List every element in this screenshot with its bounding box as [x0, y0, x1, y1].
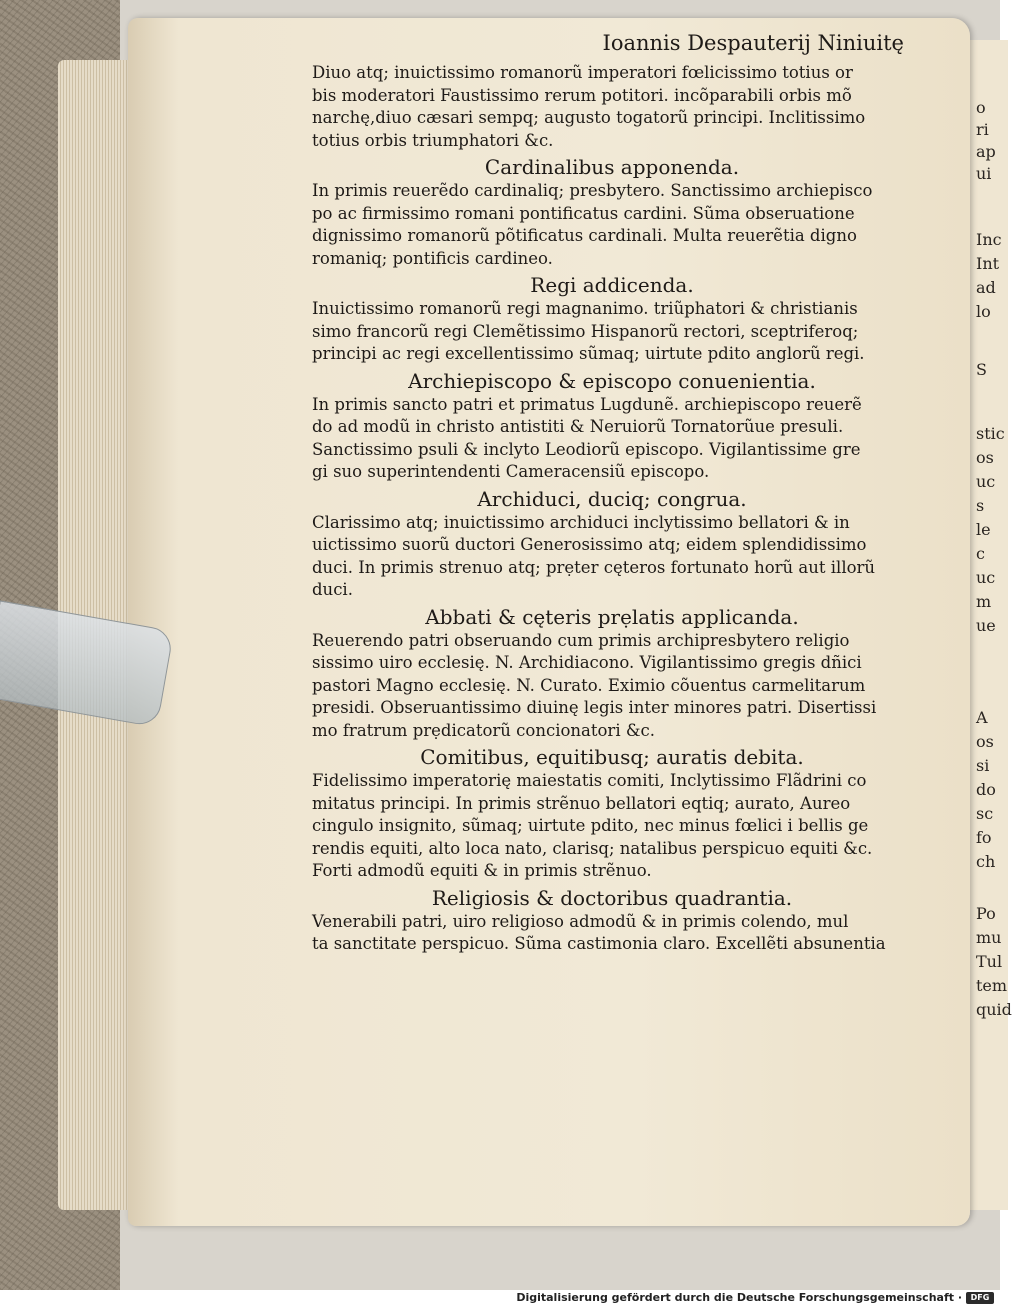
footer-bar: [0, 1290, 1000, 1307]
text-line: gi suo superintendenti Cameracensiũ episcopo.: [312, 462, 710, 481]
facing-page-fragment: le: [976, 520, 991, 539]
text-line: presidi. Obseruantissimo diuinę legis inter minores patri. Disertissi: [312, 698, 877, 717]
dfg-credit: Digitalisierung gefördert durch die Deutsche Forschungsgemeinschaft ·: [516, 1291, 962, 1304]
text-line: duci.: [312, 580, 353, 599]
facing-page-fragment: uc: [976, 568, 996, 587]
section-heading: Comitibus, equitibusq; auratis debita.: [420, 745, 804, 769]
text-line: Venerabili patri, uiro religioso admodũ & in primis colendo, mul: [312, 911, 849, 931]
facing-page-fragment: fo: [976, 828, 992, 847]
section-paragraph: [312, 394, 912, 484]
text-line: Inuictissimo romanorũ regi magnanimo. triũphatori & christianis: [312, 299, 858, 318]
text-line: dignissimo romanorũ põtificatus cardinali. Multa reuerẽtia digno: [312, 226, 857, 245]
text-line: bis moderatori Faustissimo rerum potitori. incõparabili orbis mõ: [312, 85, 852, 105]
text-line: mitatus principi. In primis strẽnuo bellatori eqtiq; aurato, Aureo: [312, 793, 851, 813]
section-heading: Abbati & cęteris prẹlatis applicanda.: [425, 604, 799, 629]
section-heading: Cardinalibus apponenda.: [484, 155, 740, 179]
facing-page-fragment: uc: [976, 472, 996, 491]
text-line: cingulo insignito, sũmaq; uirtute pdito, nec minus fœlici i bellis ge: [312, 816, 869, 835]
text-line: simo francorũ regi Clemẽtissimo Hispanorũ rectori, sceptriferoq;: [312, 321, 859, 341]
section-heading: Regi addicenda.: [530, 273, 694, 297]
facing-page-fragment: Inc: [976, 230, 1002, 249]
facing-page-fragment: ue: [976, 616, 996, 635]
text-line: Diuo atq; inuictissimo romanorũ imperatori fœlicissimo totius or: [312, 63, 853, 82]
facing-page-fragment: os: [976, 448, 994, 467]
section-paragraph: [312, 298, 912, 366]
text-line: ta sanctitate perspicuo. Sũma castimonia claro. Excellẽti absunentia: [312, 934, 886, 953]
section-paragraph: [312, 180, 912, 270]
text-line: narchę,diuo cæsari sempq; augusto togatorũ principi. Inclitissimo: [312, 108, 866, 127]
text-line: uictissimo suorũ ductori Generosissimo atq; eidem splendidissimo: [312, 535, 867, 554]
facing-page-fragment: mu: [976, 928, 1002, 947]
facing-page-fragment: stic: [976, 424, 1005, 443]
facing-page-fragment: ri: [976, 120, 989, 139]
text-line: po ac firmissimo romani pontificatus cardini. Sũma obseruatione: [312, 203, 855, 223]
text-sections: [312, 62, 912, 956]
section-paragraph: [312, 770, 912, 883]
text-line: totius orbis triumphatori &c.: [312, 130, 554, 150]
facing-page-fragment: A: [976, 708, 988, 727]
facing-page-fragment: ch: [976, 852, 996, 871]
text-line: sissimo uiro ecclesię. N. Archidiacono. Vigilantissimo gregis dñici: [312, 653, 862, 672]
facing-page-fragment: tem: [976, 976, 1008, 995]
text-line: duci. In primis strenuo atq; prẹter cęteros fortunato horũ aut illorũ: [312, 557, 876, 577]
facing-page-fragment: Int: [976, 254, 1000, 273]
facing-page: [968, 40, 1012, 1210]
text-line: do ad modũ in christo antistiti & Neruiorũ Tornatorũue presuli.: [312, 417, 844, 436]
section-paragraph: [312, 62, 912, 152]
text-line: principi ac regi excellentissimo sũmaq; uirtute pdito anglorũ regi.: [312, 344, 865, 363]
facing-page-fragment: Po: [976, 904, 996, 923]
facing-page-fragment: lo: [976, 302, 991, 321]
facing-page-fragment: c: [976, 544, 985, 563]
facing-page-fragment: os: [976, 732, 994, 751]
facing-page-fragment: do: [976, 780, 996, 799]
facing-page-fragment: ad: [976, 278, 996, 297]
text-line: romaniq; pontificis cardineo.: [312, 248, 553, 268]
section-heading: Religiosis & doctoribus quadrantia.: [431, 885, 793, 910]
facing-page-fragment: S: [976, 360, 987, 379]
text-line: pastori Magno ecclesię. N. Curato. Eximio cõuentus carmelitarum: [312, 675, 866, 695]
facing-page-fragment: sc: [976, 804, 994, 823]
facing-page-fragment: si: [976, 756, 990, 775]
facing-page-fragment: o: [976, 98, 986, 117]
facing-page-fragment: ui: [976, 164, 992, 183]
text-line: rendis equiti, alto loca nato, clarisq; natalibus perspicuo equiti &c.: [312, 838, 873, 858]
page-text: [312, 30, 912, 956]
text-line: Clarissimo atq; inuictissimo archiduci inclytissimo bellatori & in: [312, 512, 850, 532]
facing-page-fragment: ap: [976, 142, 996, 161]
section-heading: Archiduci, duciq; congrua.: [477, 486, 747, 511]
text-line: In primis reuerẽdo cardinaliq; presbytero. Sanctissimo archiepisco: [312, 181, 873, 200]
text-line: Reuerendo patri obseruando cum primis archipresbytero religio: [312, 630, 850, 650]
running-head: Ioannis Despauterij Niniuitę: [602, 31, 904, 55]
section-heading: Archiepiscopo & episcopo conuenientia.: [408, 368, 816, 393]
text-line: In primis sancto patri et primatus Lugdunẽ. archiepiscopo reuerẽ: [312, 394, 862, 414]
text-line: Forti admodũ equiti & in primis strẽnuo.: [312, 861, 652, 880]
facing-page-fragment: Tul: [976, 952, 1003, 971]
text-line: Fidelissimo imperatorię maiestatis comiti, Inclytissimo Flãdrini co: [312, 771, 867, 790]
facing-page-fragment: s: [976, 496, 985, 515]
facing-page-fragment: m: [976, 592, 992, 611]
text-line: mo fratrum prẹdicatorũ concionatori &c.: [312, 720, 656, 740]
section-paragraph: [312, 911, 912, 956]
section-paragraph: [312, 630, 912, 743]
section-paragraph: [312, 512, 912, 602]
dfg-logo: DFG: [966, 1292, 994, 1304]
facing-page-fragment: quid: [976, 1000, 1012, 1019]
text-line: Sanctissimo psuli & inclyto Leodiorũ episcopo. Vigilantissime gre: [312, 439, 861, 459]
